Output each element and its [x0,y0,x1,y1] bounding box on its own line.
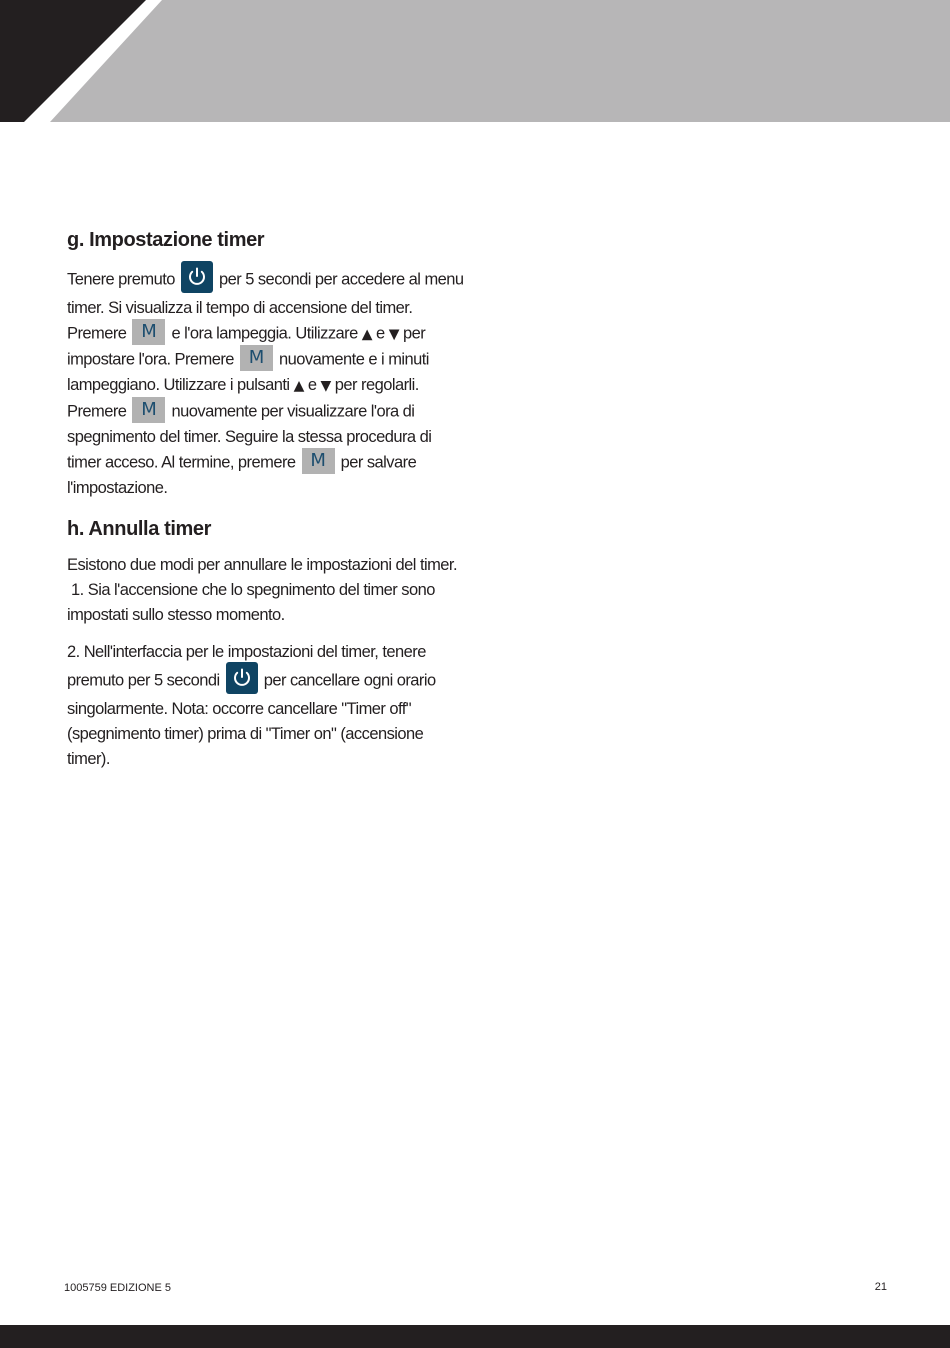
footer-bar [0,1325,950,1348]
power-button-icon [226,662,258,694]
text-chunk: e [307,376,317,395]
cancel-intro-text: Esistono due modi per annullare le impostazioni del timer. [67,556,457,575]
page-content [67,226,467,772]
triangle-down-icon: ▼ [388,326,399,343]
m-button-icon: M [240,345,273,371]
section-heading-cancel-timer: h. Annulla timer [67,518,211,541]
section-heading-timer-setting: g. Impostazione timer [67,229,265,251]
m-button-icon: M [302,448,335,474]
text-chunk: e l'ora lampeggia. Utilizzare [171,324,358,343]
page-number: 21 [874,1281,887,1293]
text-chunk: 2. Nell'interfaccia per le impostazioni del timer, tenere premuto per 5 secondi [67,643,426,690]
m-button-icon: M [132,319,165,345]
text-chunk: e [376,324,385,343]
power-button-icon [181,261,213,293]
text-chunk: per 5 secondi per accedere al menu timer. Si visualizza il tempo di accensione del timer. Premere [67,270,464,343]
text-chunk: per impostare l'ora. Premere [67,324,426,369]
cancel-timer-intro [67,553,467,628]
text-chunk: nuovamente per visualizzare l'ora di spegnimento del timer. Seguire la stessa procedura di timer acceso. Al termine, premere [67,402,432,472]
triangle-up-icon: ▲ [293,378,304,395]
text-chunk: per regolarli. Premere [67,376,419,421]
timer-setting-instructions [67,264,467,501]
text-chunk: Tenere premuto [67,270,175,289]
text-chunk: nuovamente e i minuti lampeggiano. Utilizzare i pulsanti [67,350,429,395]
header-graphic [0,0,950,122]
m-button-icon: M [132,397,165,423]
text-chunk: per salvare l'impostazione. [67,453,417,498]
text-chunk: per cancellare ogni orario singolarmente. Nota: occorre cancellare "Timer off" (spegnimento timer) prima di "Timer on" (accensione timer). [67,671,436,769]
document-code: 1005759 EDIZIONE 5 [64,1282,172,1294]
triangle-down-icon: ▼ [320,378,331,395]
cancel-option-1: 1. Sia l'accensione che lo spegnimento del timer sono impostati sullo stesso momento. [67,581,435,625]
header-gray-band [50,0,950,122]
cancel-option-2 [67,640,467,772]
triangle-up-icon: ▲ [361,326,372,343]
header-band [0,0,950,122]
